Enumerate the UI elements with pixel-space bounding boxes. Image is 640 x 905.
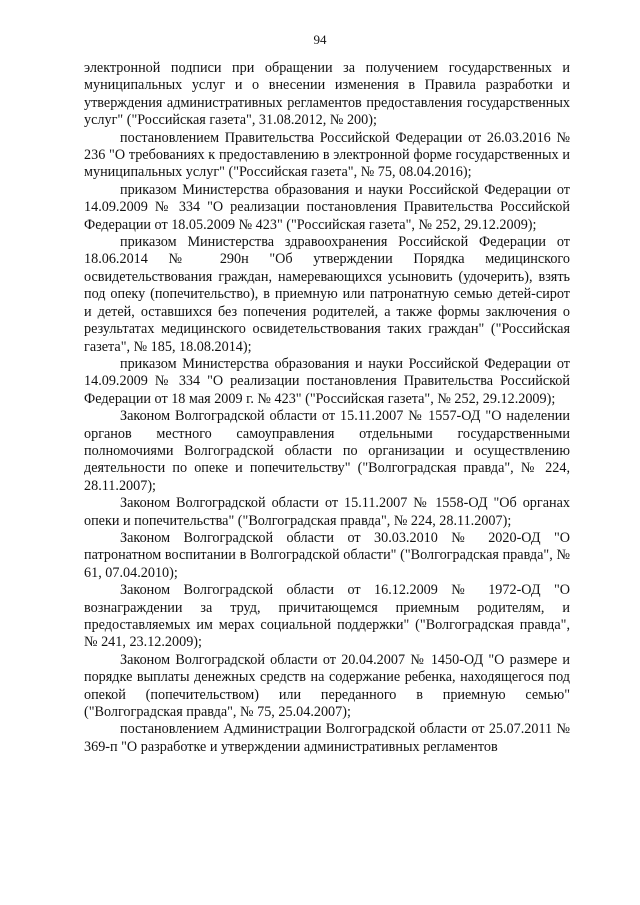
page-number: 94 <box>313 32 327 47</box>
paragraph-government-decree-236: постановлением Правительства Российской Федерации от 26.03.2016 № 236 "О требованиях к предоставлению в электронной форме государственных и муниципальных услуг" ("Российская газета", № 75, 08.04.2016); <box>84 129 570 181</box>
paragraph-education-order-334: приказом Министерства образования и науки Российской Федерации от 14.09.2009 № 334 "О реализации постановления Правительства Российской Федерации от 18.05.2009 № 423" ("Российская газета", № 252, 29.12.2009); <box>84 181 570 233</box>
document-body <box>84 60 570 756</box>
paragraph-law-1558-od: Законом Волгоградской области от 15.11.2007 № 1558-ОД "Об органах опеки и попечительства" ("Волгоградская правда", № 224, 28.11.2007); <box>84 495 570 529</box>
paragraph-law-1972-od: Законом Волгоградской области от 16.12.2009 № 1972-ОД "О вознаграждении за труд, причитающемся приемным родителям, и предоставляемых им мерах социальной поддержки" ("Волгоградская правда", № 241, 23.12.2009); <box>84 582 570 651</box>
paragraph-education-order-334-repeat: приказом Министерства образования и науки Российской Федерации от 14.09.2009 № 334 "О реализации постановления Правительства Российской Федерации от 18 мая 2009 г. № 423" ("Российская газета", № 252, 29.12.2009); <box>84 355 570 407</box>
paragraph-law-1450-od: Законом Волгоградской области от 20.04.2007 № 1450-ОД "О размере и порядке выплаты денежных средств на содержание ребенка, находящегося под опекой (попечительством) или переданного в приемную семью" ("Волгоградская правда", № 75, 25.04.2007); <box>84 651 570 721</box>
paragraph-law-2020-od: Законом Волгоградской области от 30.03.2010 № 2020-ОД "О патронатном воспитании в Волгоградской области" ("Волгоградская правда", № 61, 07.04.2010); <box>84 529 570 581</box>
paragraph-law-1557-od: Законом Волгоградской области от 15.11.2007 № 1557-ОД "О наделении органов местного самоуправления отдельными государственными полномочиями Волгоградской области по организации и осуществлению деятельности по опеке и попечительству" ("Волгоградская правда", № 224, 28.11.2007); <box>84 408 570 494</box>
paragraph-continuation: электронной подписи при обращении за получением государственных и муниципальных услуг и о внесении изменения в Правила разработки и утверждения административных регламентов предоставления государственных услуг" ("Российская газета", 31.08.2012, № 200); <box>84 60 570 129</box>
paragraph-administration-decree-369-p: постановлением Администрации Волгоградской области от 25.07.2011 № 369-п "О разработке и утверждении административных регламентов <box>84 721 570 755</box>
paragraph-health-order-290n: приказом Министерства здравоохранения Российской Федерации от 18.06.2014 № 290н "Об утверждении Порядка медицинского освидетельствования граждан, намеревающихся усыновить (удочерить), взять под опеку (попечительство), в приемную или патронатную семью детей-сирот и детей, оставшихся без попечения родителей, а также формы заключения о результатах медицинского освидетельствования таких граждан" ("Российская газета", № 185, 18.08.2014); <box>84 234 570 355</box>
